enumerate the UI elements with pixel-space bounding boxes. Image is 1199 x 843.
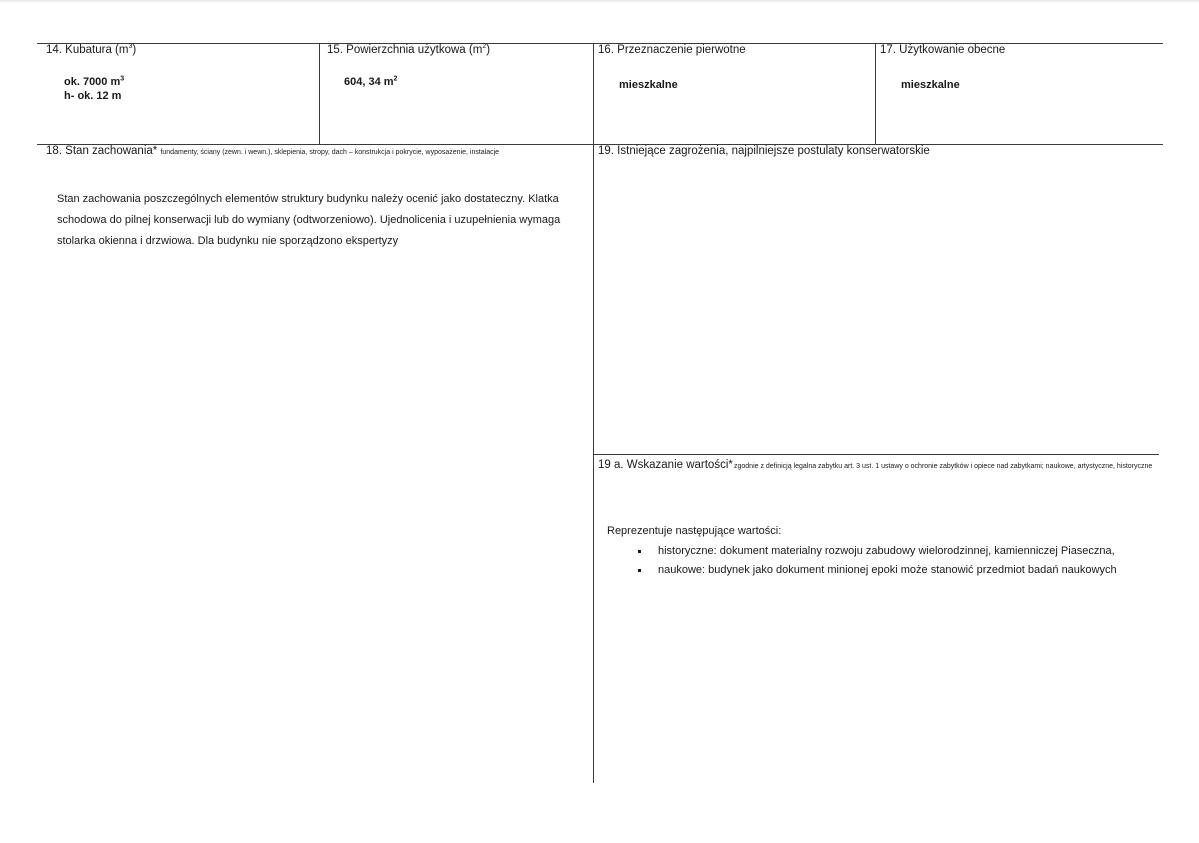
field-15-value: 604, 34 $m^2$ bbox=[344, 75, 398, 88]
field-16-label: 16. Przeznaczenie pierwotne bbox=[598, 44, 746, 56]
field-19a-bullet-list bbox=[612, 542, 1117, 580]
field-14-height: h- ok. 12 m bbox=[64, 90, 122, 102]
col-divider-main bbox=[593, 43, 594, 783]
field-18-line: Stan zachowania poszczególnych elementów struktury budynku należy ocenić jako dostateczny. Klatka bbox=[57, 193, 559, 205]
field-16-value: mieszkalne bbox=[619, 79, 678, 91]
field-17-label: 17. Użytkowanie obecne bbox=[880, 44, 1006, 56]
bullet-square-icon bbox=[638, 569, 641, 572]
scan-edge bbox=[0, 0, 1199, 3]
field-17-value: mieszkalne bbox=[901, 79, 960, 91]
field-19-label: 19. Istniejące zagrożenia, najpilniejsze postulaty konserwatorskie bbox=[598, 145, 930, 157]
field-15-label: 15. Powierzchnia użytkowa $(m^2)$ bbox=[327, 43, 491, 56]
field-14-value bbox=[64, 75, 124, 103]
list-item: historyczne: dokument materialny rozwoju zabudowy wielorodzinnej, kamienniczej Piaseczna, bbox=[612, 542, 1117, 561]
field-18-line: schodowa do pilnej konserwacji lub do wymiany (odtworzeniowo). Ujednolicenia i uzupełnienia wymaga bbox=[57, 214, 561, 226]
field-18-text bbox=[57, 189, 597, 252]
col-divider-3 bbox=[875, 43, 876, 144]
col-divider-1 bbox=[319, 43, 320, 144]
list-item: naukowe: budynek jako dokument minionej epoki może stanowić przedmiot badań naukowych bbox=[612, 561, 1117, 580]
field-18-sublabel: fundamenty, ściany (zewn. i wewn.), sklepienia, stropy, dach – konstrukcja i pokrycie, wyposażenie, instalacje bbox=[160, 149, 500, 156]
field-19a-intro: Reprezentuje następujące wartości: bbox=[607, 525, 782, 537]
field-19a-sublabel: zgodnie z definicją legalna zabytku art. 3 ust. 1 ustawy o ochronie zabytków i opiece nad zabytkami; naukowe, artystyczne, historyczne bbox=[734, 463, 1153, 470]
bullet-square-icon bbox=[638, 550, 641, 553]
field-18-label: 18. Stan zachowania* fundamenty, ściany (zewn. i wewn.), sklepienia, stropy, dach – konstrukcja i pokrycie, wyposażenie, instalacje bbox=[46, 145, 500, 157]
field-14-volume: ok. 7000 $m^3$ bbox=[64, 75, 125, 88]
field-14-label: 14. Kubatura $(m^3)$ bbox=[46, 43, 137, 56]
field-19a-label: 19 a. Wskazanie wartości* bbox=[598, 459, 733, 471]
field-18-line: stolarka okienna i drzwiowa. Dla budynku nie sporządzono ekspertyzy bbox=[57, 235, 399, 247]
section-19a-divider bbox=[594, 454, 1159, 455]
